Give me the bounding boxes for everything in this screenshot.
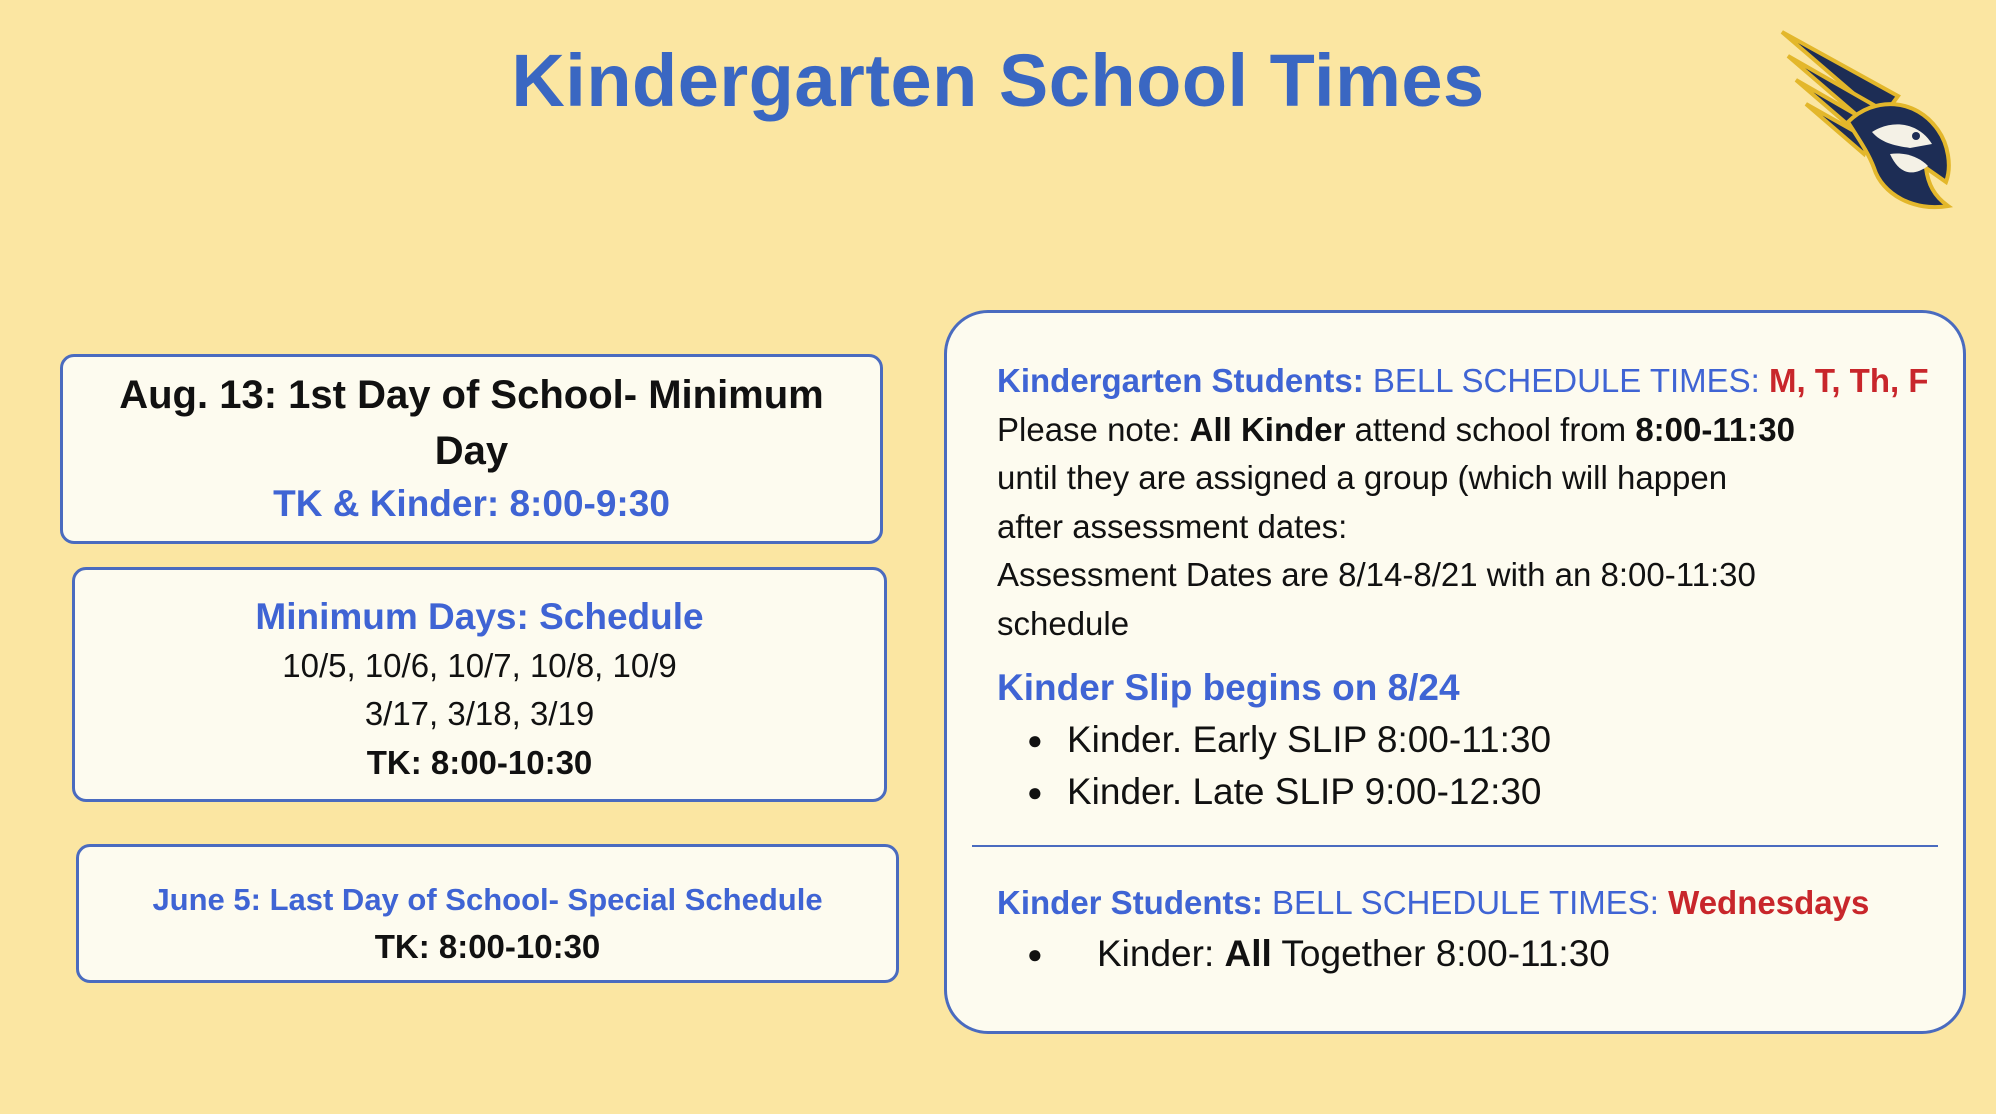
wed-item-prefix: Kinder: <box>1097 932 1215 974</box>
note-bold: All Kinder <box>1189 410 1346 448</box>
bullet-icon: ● <box>1027 777 1043 807</box>
list-item <box>997 928 1869 980</box>
minimum-days-card <box>72 567 887 802</box>
wed-days: Wednesdays <box>1668 884 1870 921</box>
slip-heading: Kinder Slip begins on 8/24 <box>997 667 1460 708</box>
last-day-tk-times: TK: 8:00-10:30 <box>374 928 601 965</box>
divider <box>972 845 1938 847</box>
last-day-card <box>76 844 899 983</box>
minimum-days-dates-fall: 10/5, 10/6, 10/7, 10/8, 10/9 <box>282 647 677 684</box>
assessment-line: Assessment Dates are 8/14-8/21 with an 8:00-11:30 <box>997 556 1756 593</box>
list-item <box>997 714 1963 766</box>
minimum-days-dates-spring: 3/17, 3/18, 3/19 <box>364 695 595 732</box>
first-day-times: TK & Kinder: 8:00-9:30 <box>273 483 670 524</box>
minimum-days-heading: Minimum Days: Schedule <box>255 596 704 637</box>
note-prefix: Please note: <box>997 410 1181 448</box>
page-title: Kindergarten School Times <box>511 39 1485 122</box>
wed-bell-label: BELL SCHEDULE TIMES: <box>1272 884 1659 921</box>
bell-schedule-line <box>997 357 1963 406</box>
minimum-days-tk-times: TK: 8:00-10:30 <box>366 744 593 781</box>
bullet-icon: ● <box>1027 938 1043 969</box>
note-mid: attend school from <box>1354 410 1627 448</box>
note-time: 8:00-11:30 <box>1635 410 1795 448</box>
wed-item-bold: All <box>1224 932 1272 974</box>
assessment-line-end: schedule <box>997 604 1130 642</box>
slip-item-early: Kinder. Early SLIP 8:00-11:30 <box>1067 719 1552 760</box>
slip-item-late: Kinder. Late SLIP 9:00-12:30 <box>1067 771 1542 812</box>
first-day-card <box>60 354 883 544</box>
bell-schedule-label: BELL SCHEDULE TIMES: <box>1372 362 1760 399</box>
note-line <box>997 406 1963 455</box>
wednesday-bell-line <box>997 879 1869 928</box>
schedule-days: M, T, Th, F <box>1769 362 1929 399</box>
first-day-heading: Aug. 13: 1st Day of School- Minimum Day <box>119 373 824 473</box>
wed-item-suffix: Together 8:00-11:30 <box>1281 932 1610 974</box>
list-item <box>997 766 1963 818</box>
note-line-4: after assessment dates: <box>997 507 1348 545</box>
wed-students-label: Kinder Students: <box>997 884 1263 921</box>
bullet-icon: ● <box>1027 725 1043 755</box>
note-line-3: until they are assigned a group (which will happen <box>997 459 1728 496</box>
kinder-schedule-card <box>944 310 1966 1034</box>
hawk-mascot-icon <box>1778 26 1954 216</box>
wednesday-section <box>997 879 1869 980</box>
last-day-heading: June 5: Last Day of School- Special Schedule <box>152 882 823 917</box>
students-label: Kindergarten Students: <box>997 362 1364 399</box>
